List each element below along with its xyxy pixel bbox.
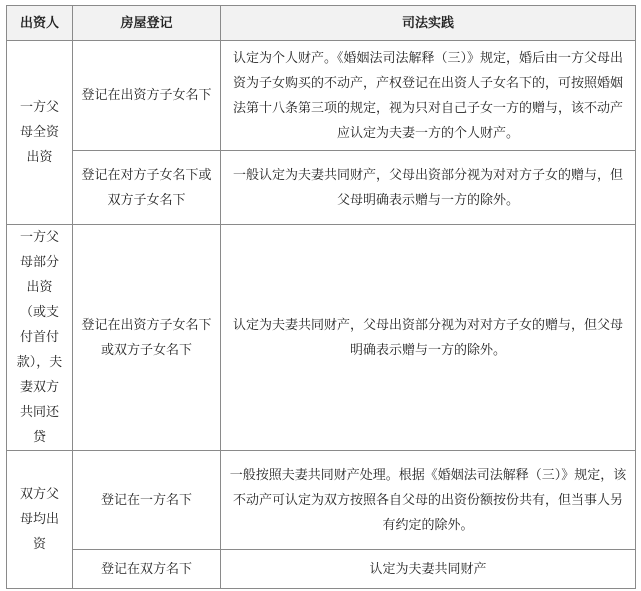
registration-cell: 登记在一方名下 — [73, 451, 221, 550]
practice-cell: 一般认定为夫妻共同财产，父母出资部分视为对对方子女的赠与，但父母明确表示赠与一方的除外。 — [221, 151, 636, 225]
registration-cell: 登记在出资方子女名下或双方子女名下 — [73, 225, 221, 451]
practice-cell: 认定为夫妻共同财产 — [221, 550, 636, 589]
investor-cell: 双方父母均出资 — [7, 451, 73, 589]
practice-cell: 认定为个人财产。《婚姻法司法解释（三）》规定，婚后由一方父母出资为子女购买的不动产，产权登记在出资人子女名下的，可按照婚姻法第十八条第三项的规定，视为只对自己子女一方的赠与，该不动产应认定为夫妻一方的个人财产。 — [221, 41, 636, 151]
practice-cell: 一般按照夫妻共同财产处理。根据《婚姻法司法解释（三）》规定，该不动产可认定为双方按照各自父母的出资份额按份共有，但当事人另有约定的除外。 — [221, 451, 636, 550]
registration-cell: 登记在出资方子女名下 — [73, 41, 221, 151]
practice-cell: 认定为夫妻共同财产，父母出资部分视为对对方子女的赠与，但父母明确表示赠与一方的除外。 — [221, 225, 636, 451]
property-rules-table — [6, 5, 636, 589]
table-row — [7, 41, 636, 151]
registration-cell: 登记在对方子女名下或双方子女名下 — [73, 151, 221, 225]
header-practice: 司法实践 — [221, 6, 636, 41]
investor-cell: 一方父母全资出资 — [7, 41, 73, 225]
table-row — [7, 225, 636, 451]
header-investor: 出资人 — [7, 6, 73, 41]
header-row — [7, 6, 636, 41]
table-row — [7, 151, 636, 225]
investor-cell: 一方父母部分出资（或支付首付款），夫妻双方共同还贷 — [7, 225, 73, 451]
header-registration: 房屋登记 — [73, 6, 221, 41]
table-row — [7, 550, 636, 589]
registration-cell: 登记在双方名下 — [73, 550, 221, 589]
table-row — [7, 451, 636, 550]
